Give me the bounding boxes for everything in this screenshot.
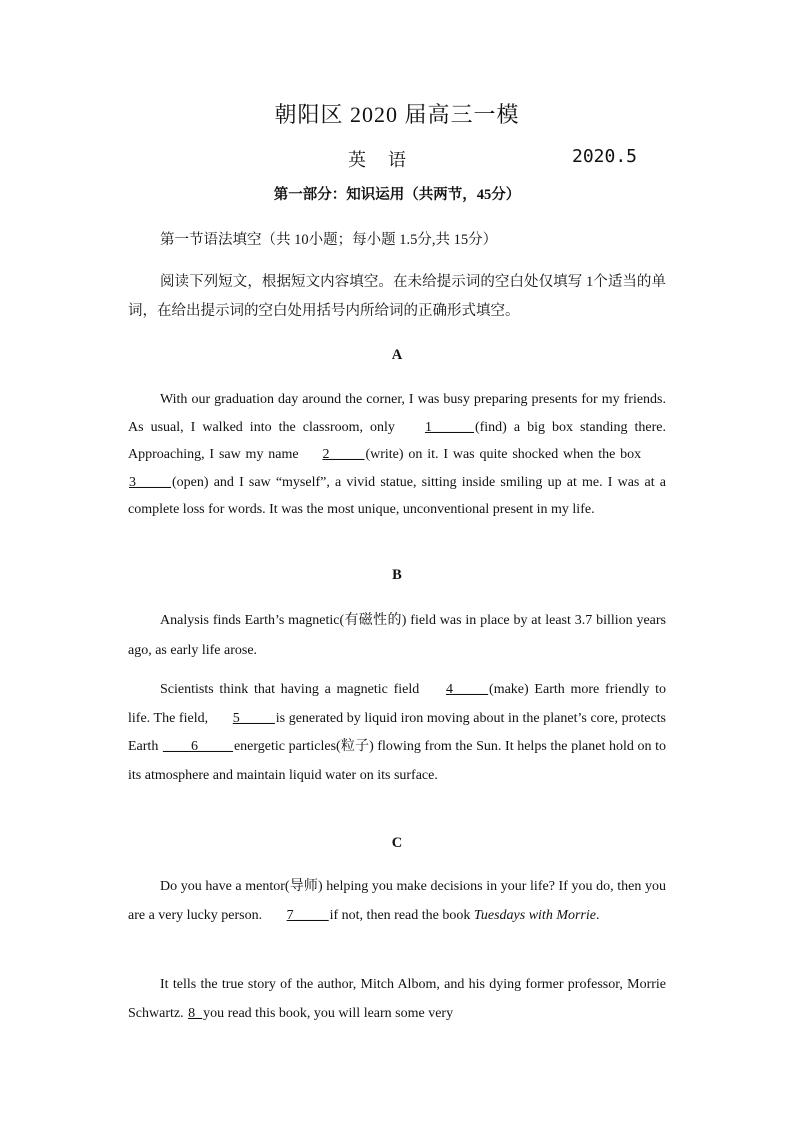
passage-c-letter: C <box>391 835 403 851</box>
passage-a-letter: A <box>391 347 403 363</box>
blank-6[interactable]: ____6_____ <box>162 739 233 754</box>
book-title: Tuesdays with Morrie <box>473 908 596 923</box>
part-heading: 第一部分：知识运用（共两节，45分） <box>273 187 521 203</box>
blank-5[interactable]: 5_____ <box>232 710 275 726</box>
passage-text: It tells the true story of the author, Mitch Albom, and his dying former professor, Morrie Schwartz. <box>128 977 666 1021</box>
subject-label: 英语 <box>348 150 428 170</box>
passage-text: Do you have a mentor(导师) helping you make decisions in your life? If you do, then you are a very lucky person. <box>128 879 666 923</box>
passage-text: (open) and I saw “myself”, a vivid statue, sitting inside smiling up at me. I was at a complete loss for words. It was the most unique, unconventional present in my life. <box>128 474 666 517</box>
blank-1[interactable]: 1______ <box>424 419 474 435</box>
exam-date: 2020.5 <box>572 146 638 167</box>
exam-title: 朝阳区 2020 届高三一模 <box>274 102 520 127</box>
passage-b-paragraph-1: Analysis finds Earth’s magnetic(有磁性的) field was in place by at least 3.7 billion years ago, as early life arose. <box>128 613 666 658</box>
passage-text: you read this book, you will learn some very <box>203 1005 454 1021</box>
passage-text: With our graduation day around the corner, I was busy preparing presents for my friends. As usual, I walked into the classroom, only <box>128 392 666 435</box>
passage-text: . <box>595 908 600 923</box>
passage-b-paragraph-2 <box>128 676 666 790</box>
blank-2[interactable]: 2_____ <box>322 447 365 462</box>
passage-c-paragraph-1 <box>128 872 666 930</box>
passage-a-paragraph <box>128 386 666 524</box>
passage-c-paragraph-2 <box>128 971 666 1028</box>
passage-text: (make) Earth more friendly to life. The field, <box>128 682 666 726</box>
passage-b-letter: B <box>392 567 402 583</box>
passage-text: (find) a big box standing there. Approaching, I saw my name <box>128 419 666 462</box>
passage-text: (write) on it. I was quite shocked when the box <box>365 447 646 462</box>
blank-7[interactable]: 7_____ <box>286 908 329 923</box>
blank-8[interactable]: 8_ <box>188 1005 203 1021</box>
section-heading: 第一节语法填空（共 10小题；每小题 1.5分,共 15分） <box>160 232 498 248</box>
passage-text: is generated by liquid iron moving about in the planet’s core, protects Earth <box>128 710 667 754</box>
blank-3[interactable]: 3_____ <box>129 474 171 490</box>
passage-text: if not, then read the book <box>329 908 474 923</box>
instructions: 阅读下列短文，根据短文内容填空。在未给提示词的空白处仅填写 1个适当的单词，在给出提示词的空白处用括号内所给词的正确形式填空。 <box>128 274 666 319</box>
passage-text: Scientists think that having a magnetic field <box>160 682 426 697</box>
passage-text: energetic particles(粒子) flowing from the Sun. It helps the planet hold on to its atmosphere and maintain liquid water on its surface. <box>128 739 666 783</box>
blank-4[interactable]: 4_____ <box>446 682 489 697</box>
